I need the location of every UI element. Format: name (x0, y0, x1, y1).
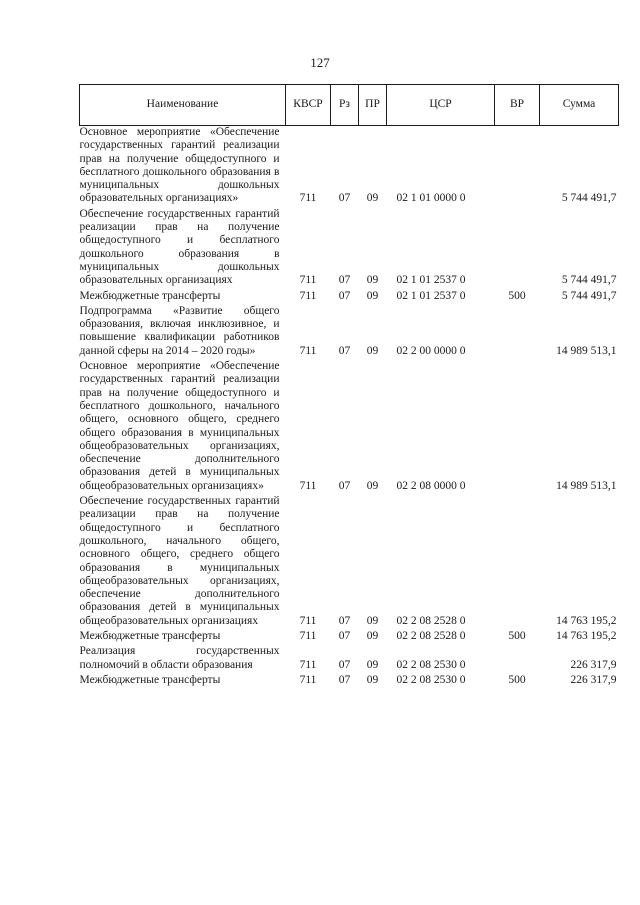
row-sum: 5 744 491,7 (561, 274, 617, 287)
row-vr (495, 208, 540, 290)
row-kvsr: 711 (299, 629, 317, 642)
row-sum: 14 989 513,1 (556, 344, 617, 357)
row-csr: 02 2 08 2528 0 (396, 614, 466, 627)
header-sum: Сумма (540, 85, 619, 126)
row-vr (495, 126, 540, 208)
table-row (80, 674, 619, 689)
row-name: Основное мероприятие «Обеспечение государственных гарантий реализации прав на получение общедоступного и бесплатного дошкольного, начального общего, основного общего, среднего общего образования в муниципальных общеобразовательных организациях, обеспечение дополнительного образования детей в муниципальных общеобразовательных организациях» (79, 360, 280, 492)
table-row (80, 360, 619, 495)
row-vr: 500 (508, 629, 526, 642)
row-rz: 07 (338, 479, 351, 492)
row-name: Обеспечение государственных гарантий реализации прав на получение общедоступного и бесплатного дошкольного образования в муниципальных дошкольных образовательных организациях (79, 207, 280, 287)
row-sum: 14 763 195,2 (556, 629, 617, 642)
row-rz: 07 (338, 673, 351, 686)
table-row (80, 126, 619, 208)
row-pr: 09 (366, 274, 379, 287)
row-rz: 07 (338, 289, 351, 302)
row-name: Межбюджетные трансферты (79, 289, 221, 302)
row-csr: 02 2 08 2530 0 (396, 673, 466, 686)
row-kvsr: 711 (299, 344, 317, 357)
table-header (80, 85, 619, 126)
row-pr: 09 (366, 673, 379, 686)
table-row (80, 305, 619, 360)
header-csr: ЦСР (387, 85, 495, 126)
row-rz: 07 (338, 274, 351, 287)
row-rz: 07 (338, 344, 351, 357)
row-pr: 09 (366, 192, 379, 205)
table-row (80, 290, 619, 305)
row-pr: 09 (366, 479, 379, 492)
row-vr: 500 (508, 673, 526, 686)
row-csr: 02 2 08 2528 0 (396, 629, 466, 642)
row-pr: 09 (366, 658, 379, 671)
row-sum: 5 744 491,7 (561, 289, 617, 302)
row-kvsr: 711 (299, 658, 317, 671)
row-kvsr: 711 (299, 673, 317, 686)
row-csr: 02 1 01 2537 0 (396, 289, 466, 302)
row-vr: 500 (508, 289, 526, 302)
table-row (80, 645, 619, 674)
row-vr (495, 360, 540, 495)
header-rz: Рз (331, 85, 359, 126)
row-kvsr: 711 (299, 614, 317, 627)
row-name: Основное мероприятие «Обеспечение государственных гарантий реализации прав на получение общедоступного и бесплатного дошкольного образования в муниципальных дошкольных образовательных организациях» (79, 126, 280, 205)
table-row (80, 208, 619, 290)
header-kvsr: КВСР (286, 85, 331, 126)
header-vr: ВР (495, 85, 540, 126)
table-body (80, 126, 619, 690)
row-csr: 02 1 01 2537 0 (396, 274, 466, 287)
row-pr: 09 (366, 629, 379, 642)
row-vr (495, 305, 540, 360)
row-sum: 226 317,9 (570, 673, 617, 686)
row-sum: 226 317,9 (570, 658, 617, 671)
row-vr (495, 495, 540, 630)
row-pr: 09 (366, 289, 379, 302)
row-kvsr: 711 (299, 479, 317, 492)
row-vr (495, 645, 540, 674)
row-csr: 02 2 08 0000 0 (396, 479, 466, 492)
row-sum: 14 989 513,1 (556, 479, 617, 492)
row-sum: 5 744 491,7 (561, 192, 617, 205)
row-sum: 14 763 195,2 (556, 614, 617, 627)
row-name: Обеспечение государственных гарантий реализации прав на получение общедоступного и бесплатного дошкольного, начального общего, основного общего, среднего общего образования в муниципальных общеобразовательных организациях, обеспечение дополнительного образования детей в муниципальных общеобразовательных организациях (79, 495, 280, 627)
row-kvsr: 711 (299, 192, 317, 205)
row-name: Межбюджетные трансферты (79, 673, 221, 686)
row-name: Подпрограмма «Развитие общего образования, включая инклюзивное, и повышение квалификации работников данной сферы на 2014 – 2020 годы» (79, 304, 280, 357)
row-rz: 07 (338, 614, 351, 627)
row-kvsr: 711 (299, 274, 317, 287)
header-pr: ПР (359, 85, 387, 126)
table-row (80, 630, 619, 645)
row-rz: 07 (338, 192, 351, 205)
page-number: 127 (310, 55, 330, 70)
row-csr: 02 1 01 0000 0 (396, 192, 466, 205)
table-row (80, 495, 619, 630)
row-kvsr: 711 (299, 289, 317, 302)
row-pr: 09 (366, 344, 379, 357)
header-name: Наименование (80, 85, 286, 126)
row-csr: 02 2 00 0000 0 (396, 344, 466, 357)
row-pr: 09 (366, 614, 379, 627)
row-name: Межбюджетные трансферты (79, 629, 221, 642)
row-csr: 02 2 08 2530 0 (396, 658, 466, 671)
row-name: Реализация государственных полномочий в области образования (79, 645, 280, 671)
budget-table (79, 84, 619, 689)
row-rz: 07 (338, 658, 351, 671)
header-row (80, 85, 619, 126)
row-rz: 07 (338, 629, 351, 642)
